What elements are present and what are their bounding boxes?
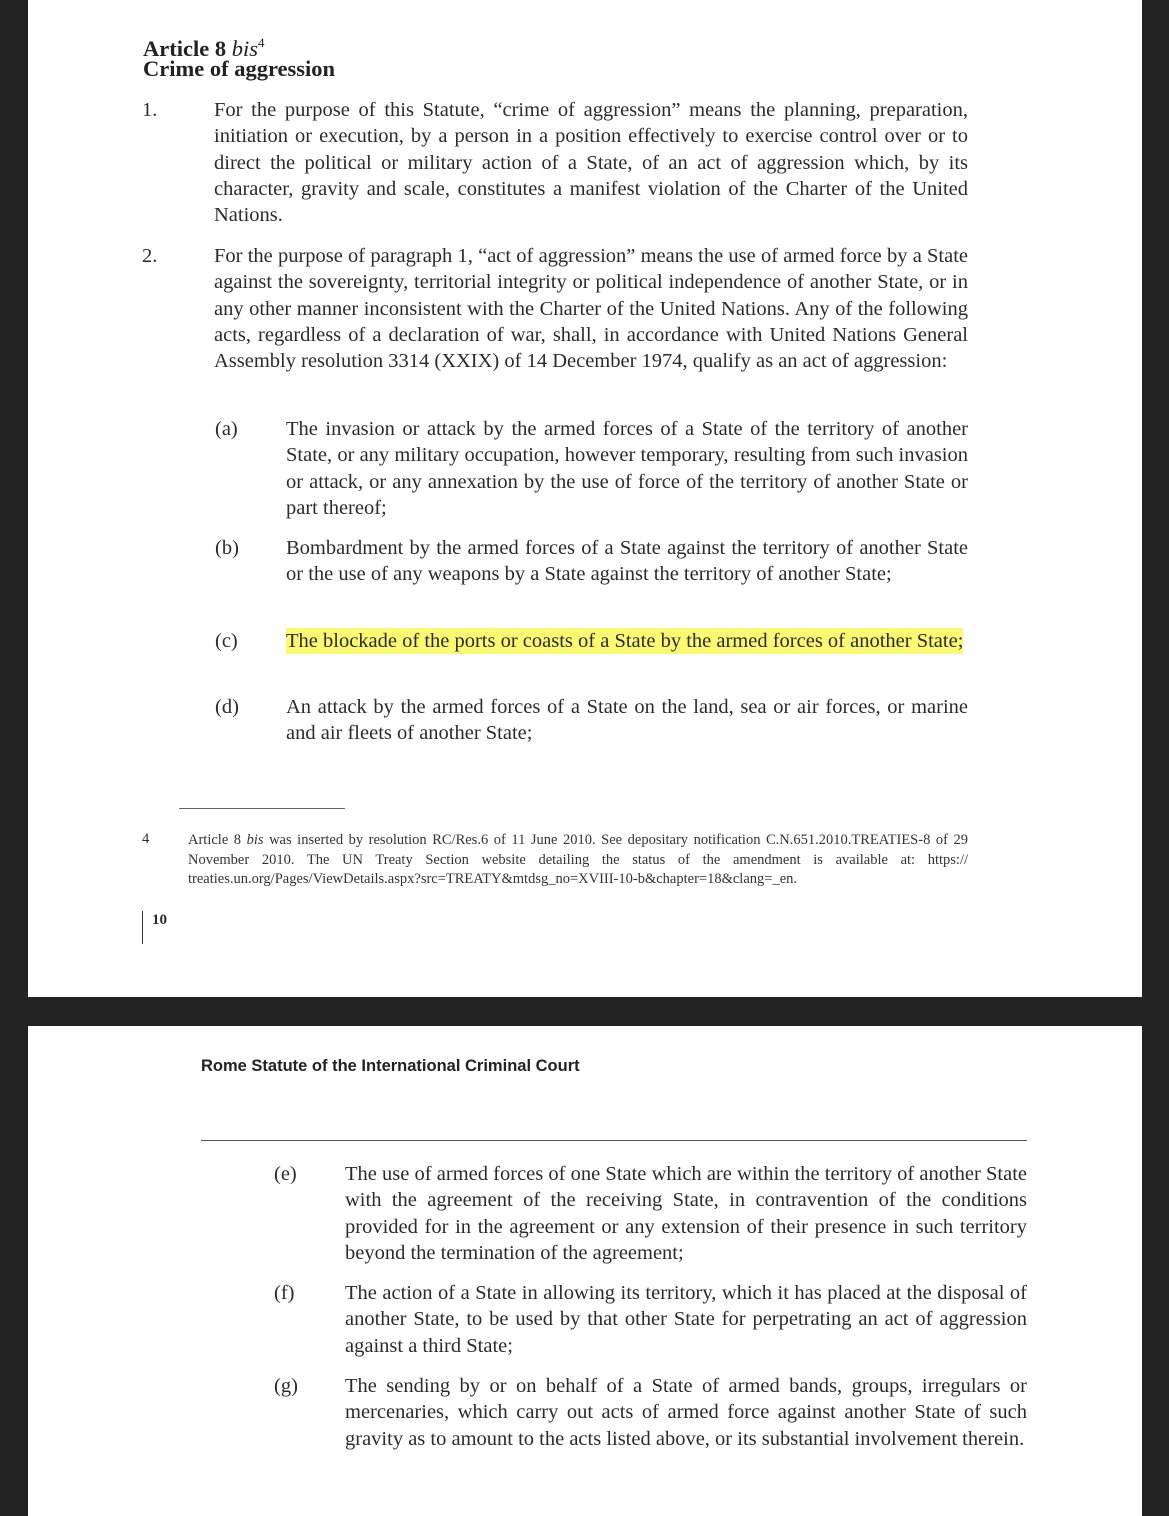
footnote-text (188, 831, 968, 890)
article-title-italic: bis (231, 36, 258, 61)
highlighted-item[interactable] (286, 628, 968, 654)
page-number: 10 (152, 912, 167, 928)
text-highlight[interactable]: The blockade of the ports or coasts of a State by the armed forces of another State; (286, 630, 964, 652)
item-label: (e) (274, 1163, 297, 1185)
page-number-rule (142, 911, 143, 944)
paragraph-text: For the purpose of paragraph 1, “act of aggression” means the use of armed force by a State against the sovereignty, territorial integrity or political independence of another State, or in any other manner inconsistent with the Charter of the United Nations. Any of the following acts, regardless of a declaration of war, shall, in accordance with United Nations General Assembly resolution 3314 (XXIX) of 14 December 1974, qualify as an act of aggression: (214, 245, 968, 373)
footnote-lead: Article 8 (188, 832, 247, 848)
item-text: The use of armed forces of one State which are within the territory of another State with the agreement of the receiving State, in contravention of the conditions provided for in the agreement or any extension of their presence in such territory beyond the termination of the agreement; (345, 1163, 1027, 1264)
article-title-text: Article 8 (143, 36, 232, 61)
running-head: Rome Statute of the International Criminal Court (201, 1057, 580, 1075)
item-text: The invasion or attack by the armed forces of a State of the territory of another State, or any military occupation, however temporary, resulting from such invasion or attack, or any annexation by the use of force of the territory of another State or part thereof; (286, 418, 968, 519)
footnote-body[interactable]: was inserted by resolution RC/Res.6 of 11 June 2010. See depositary notification C.N.651.2010.TREATIES-8 of 29 November 2010. The UN Treaty Section website detailing the status of the amendment is available at: https:// treaties.un.org/Pages/ViewDetails.aspx?src=TREATY&mtdsg_no=XVIII-10-b&chapter=18&clang=_en. (188, 832, 968, 887)
paragraph-number: 2. (142, 245, 158, 267)
paragraph-number: 1. (142, 99, 158, 121)
item-text: Bombardment by the armed forces of a State against the territory of another State or the use of any weapons by a State against the territory of another State; (286, 537, 968, 586)
footnote-number: 4 (142, 831, 150, 847)
item-text: An attack by the armed forces of a State on the land, sea or air forces, or marine and air fleets of another State; (286, 696, 968, 745)
item-text: The sending by or on behalf of a State of armed bands, groups, irregulars or mercenaries, which carry out acts of armed force against another State of such gravity as to amount to the acts listed above, or its substantial involvement therein. (345, 1375, 1027, 1450)
item-label: (g) (274, 1375, 298, 1397)
header-rule (201, 1140, 1027, 1141)
item-label: (a) (215, 418, 238, 440)
item-label: (c) (215, 630, 238, 652)
document-page-1 (28, 0, 1142, 997)
item-label: (f) (274, 1282, 295, 1304)
footnote-separator (179, 808, 345, 809)
item-label: (d) (215, 696, 239, 718)
item-text: The action of a State in allowing its territory, which it has placed at the disposal of another State, to be used by that other State for perpetrating an act of aggression against a third State; (345, 1282, 1027, 1357)
footnote-reference[interactable]: 4 (257, 35, 265, 50)
document-page-2 (28, 1026, 1142, 1516)
paragraph-text: For the purpose of this Statute, “crime of aggression” means the planning, preparation, initiation or execution, by a person in a position effectively to exercise control over or to direct the political or military action of a State, of an act of aggression which, by its character, gravity and scale, constitutes a manifest violation of the Charter of the United Nations. (214, 99, 968, 227)
article-subtitle: Crime of aggression (143, 56, 336, 81)
footnote-italic: bis (246, 832, 264, 848)
item-label: (b) (215, 537, 239, 559)
